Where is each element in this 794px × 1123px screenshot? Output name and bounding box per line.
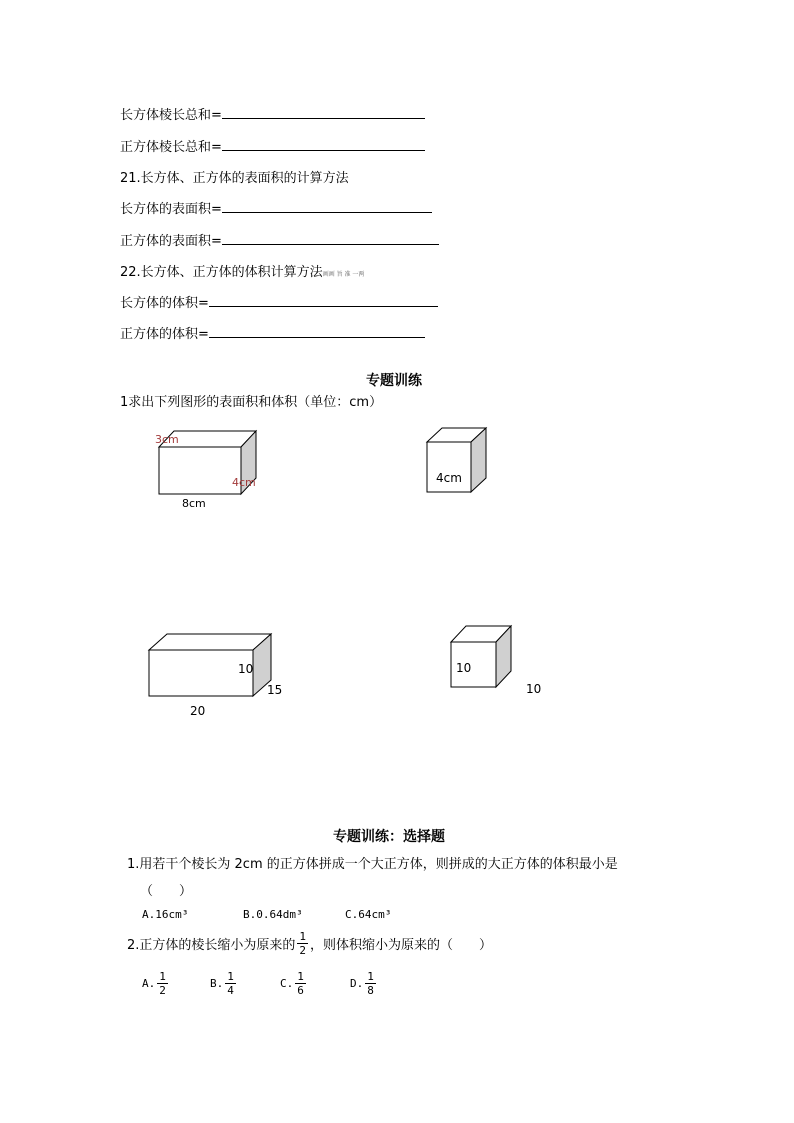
- q21-title: 21.长方体、正方体的表面积的计算方法: [120, 171, 349, 186]
- length-label: 20: [190, 704, 206, 718]
- q22-title: 22.长方体、正方体的体积计算方法: [120, 265, 323, 280]
- cube-edge-sum-row: [120, 136, 425, 155]
- cuboid-volume-label: 长方体的体积=: [120, 296, 209, 311]
- choice-q2-option-b[interactable]: [210, 970, 238, 997]
- cube-surface-row: [120, 230, 439, 249]
- cuboid-figure-3: [140, 625, 300, 725]
- side-label: 10: [526, 682, 542, 696]
- option-letter: A.: [142, 977, 156, 990]
- q22-title-row: [120, 261, 364, 280]
- cube-figure-4: [440, 620, 550, 700]
- cube-figure-2: [420, 420, 500, 500]
- choice-heading: 专题训练：选择题: [333, 829, 445, 845]
- answer-blank[interactable]: [222, 104, 425, 119]
- cube-volume-label: 正方体的体积=: [120, 327, 209, 342]
- choice-q2-suffix: ，则体积缩小为原来的（ ）: [310, 938, 493, 953]
- cube-volume-row: [120, 323, 425, 342]
- fraction-denominator: 6: [297, 984, 304, 997]
- choice-q1-text: 1.用若干个棱长为 2cm 的正方体拼成一个大正方体，则拼成的大正方体的体积最小是: [127, 857, 618, 872]
- width-label: 15: [267, 683, 283, 697]
- choice-q1-paren: （ ）: [140, 884, 193, 899]
- faint-note: 画画 旨 准 一两: [322, 271, 365, 278]
- choice-q2-prefix: 2.正方体的棱长缩小为原来的: [127, 938, 296, 953]
- option-letter: B.: [210, 977, 224, 990]
- cube-edge-sum-label: 正方体棱长总和=: [120, 140, 222, 155]
- cuboid-surface-label: 长方体的表面积=: [120, 202, 222, 217]
- front-label: 10: [456, 661, 472, 675]
- fraction-numerator: 1: [367, 970, 374, 983]
- fraction-numerator: 1: [299, 930, 307, 943]
- cuboid-volume-row: [120, 292, 438, 311]
- fraction-numerator: 1: [227, 970, 234, 983]
- choice-q2-option-d[interactable]: [350, 970, 378, 997]
- cuboid-front-face: [159, 447, 241, 494]
- choice-q2-row: [127, 930, 492, 957]
- option-fraction: [157, 970, 168, 997]
- option-fraction: [295, 970, 306, 997]
- height-label: 10: [238, 662, 254, 676]
- fraction-numerator: 1: [159, 970, 166, 983]
- cuboid-surface-row: [120, 198, 432, 217]
- choice-q2-option-a[interactable]: [142, 970, 170, 997]
- fraction-numerator: 1: [297, 970, 304, 983]
- answer-blank[interactable]: [222, 198, 432, 213]
- answer-blank[interactable]: [209, 323, 425, 338]
- cube-surface-label: 正方体的表面积=: [120, 234, 222, 249]
- cuboid-edge-sum-row: [120, 104, 425, 123]
- cuboid-edge-sum-label: 长方体棱长总和=: [120, 108, 222, 123]
- cuboid-figure-1: [140, 420, 280, 520]
- choice-q1-option-c[interactable]: C.64cm³: [345, 908, 392, 921]
- fraction-denominator: 8: [367, 984, 374, 997]
- width-label: 4cm: [232, 476, 256, 489]
- training-heading: 专题训练: [366, 373, 422, 389]
- fraction-denominator: 2: [299, 944, 307, 957]
- answer-blank[interactable]: [209, 292, 438, 307]
- option-letter: D.: [350, 977, 364, 990]
- choice-q2-option-c[interactable]: [280, 970, 308, 997]
- option-letter: C.: [280, 977, 294, 990]
- answer-blank[interactable]: [222, 230, 439, 245]
- option-fraction: [225, 970, 236, 997]
- edge-label: 4cm: [436, 471, 462, 485]
- answer-blank[interactable]: [222, 136, 425, 151]
- length-label: 8cm: [182, 497, 206, 510]
- choice-q2-fraction: [297, 930, 308, 957]
- fraction-denominator: 4: [227, 984, 234, 997]
- choice-q1-option-b[interactable]: B.0.64dm³: [243, 908, 303, 921]
- cuboid-top-face: [149, 634, 271, 650]
- training-q1: 1求出下列图形的表面积和体积（单位：cm）: [120, 395, 383, 410]
- height-label: 3cm: [155, 433, 179, 446]
- fraction-denominator: 2: [159, 984, 166, 997]
- option-fraction: [365, 970, 376, 997]
- choice-q1-option-a[interactable]: A.16cm³: [142, 908, 189, 921]
